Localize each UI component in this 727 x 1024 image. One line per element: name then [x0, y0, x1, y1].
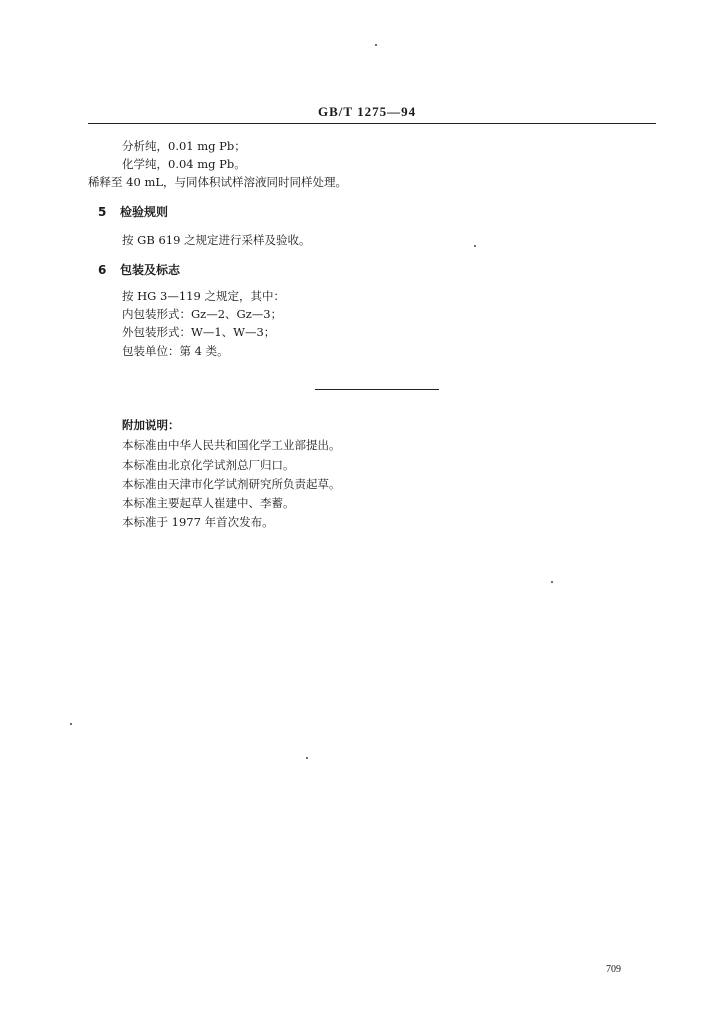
scan-speck [70, 723, 72, 725]
scan-speck [375, 44, 377, 46]
scan-speck [306, 757, 308, 759]
additional-note: 本标准由北京化学试剂总厂归口。 [122, 458, 295, 472]
scan-speck [551, 581, 553, 583]
section-5-title: 检验规则 [120, 205, 169, 219]
section-6-line: 内包装形式：Gz—2、Gz—3； [122, 307, 283, 321]
additional-note: 本标准由中华人民共和国化学工业部提出。 [122, 438, 341, 452]
section-6-line: 外包装形式：W—1、W—3； [122, 325, 276, 339]
section-6-title: 包装及标志 [120, 263, 181, 277]
additional-notes-title: 附加说明： [122, 418, 180, 432]
additional-note: 本标准主要起草人崔建中、李蓄。 [122, 496, 295, 510]
section-6-line: 包装单位：第 4 类。 [122, 344, 229, 358]
blank-limit-analytical: 分析纯，0.01 mg Pb； [122, 139, 246, 153]
additional-note: 本标准由天津市化学试剂研究所负责起草。 [122, 477, 341, 491]
additional-note: 本标准于 1977 年首次发布。 [122, 515, 274, 529]
scan-speck [474, 245, 476, 247]
header-rule [88, 123, 656, 124]
section-5-body: 按 GB 619 之规定进行采样及验收。 [122, 233, 311, 247]
end-of-text-rule [315, 389, 439, 390]
blank-limit-chemical: 化学纯，0.04 mg Pb。 [122, 157, 246, 171]
section-6-heading [98, 261, 180, 278]
section-6-number: 6 [98, 263, 107, 277]
standard-code: GB/T 1275—94 [318, 104, 417, 119]
page-number: 709 [606, 964, 621, 975]
section-6-line: 按 HG 3—119 之规定，其中： [122, 289, 285, 303]
section-5-number: 5 [98, 205, 107, 219]
dilution-instruction: 稀释至 40 mL，与同体积试样溶液同时同样处理。 [88, 175, 347, 189]
section-5-heading [98, 203, 168, 220]
